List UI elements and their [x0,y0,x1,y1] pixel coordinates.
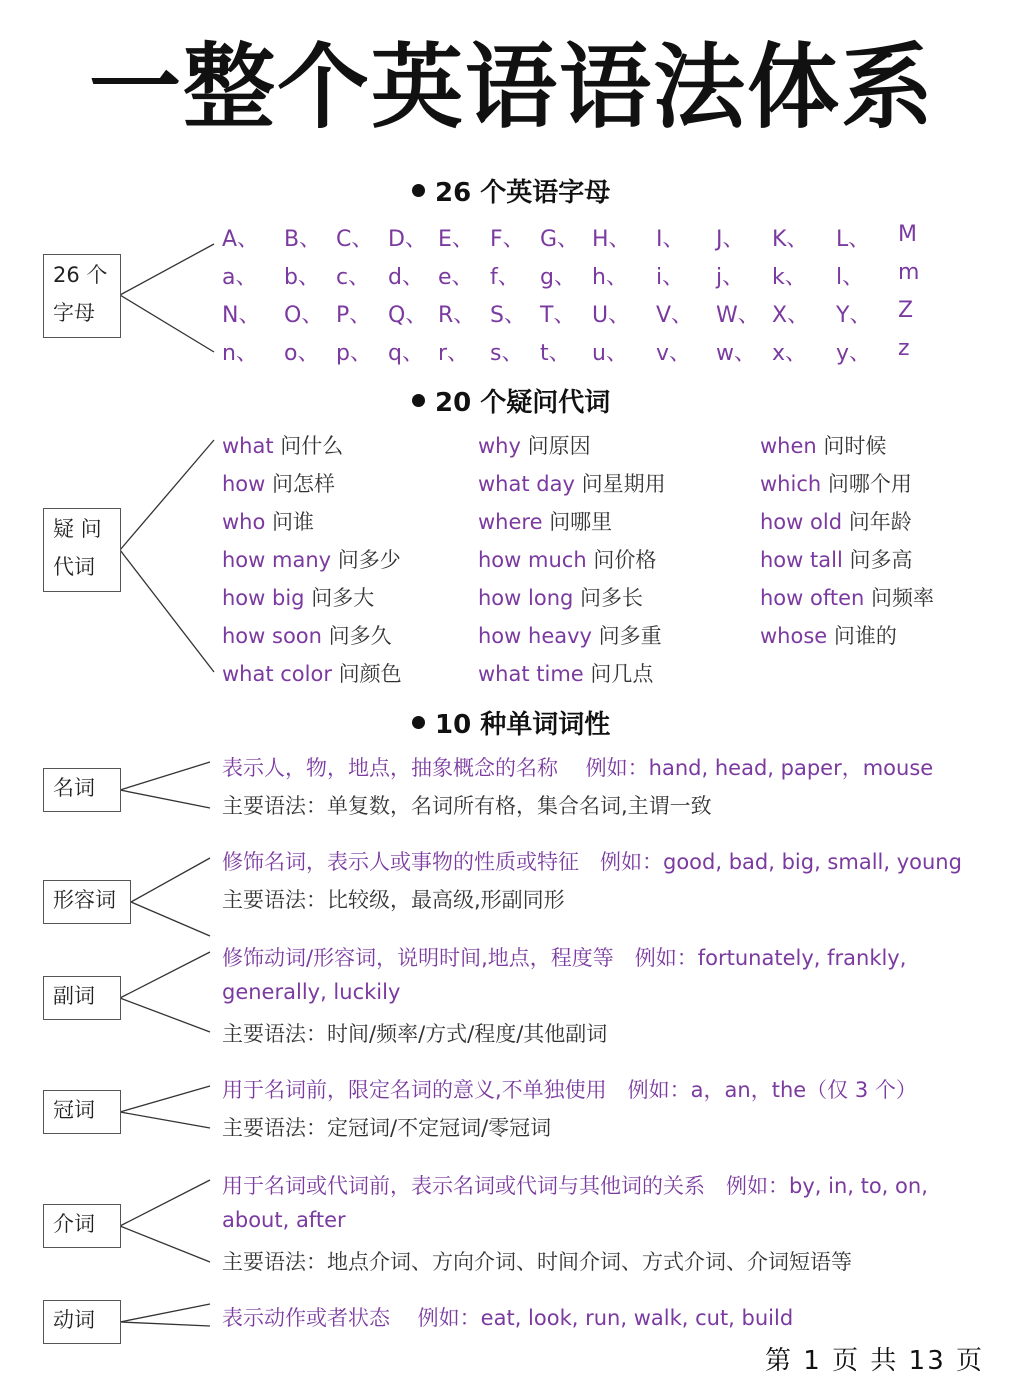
pos-label-box: 形容词 [43,880,131,924]
question-word-item [478,468,666,498]
pos-grammar-line: 主要语法：单复数，名词所有格，集合名词,主谓一致 [222,794,712,818]
question-meaning: 问几点 [590,662,654,686]
question-word-item [222,506,314,536]
letters-box [43,254,121,338]
letter-cell: B、 [284,227,322,252]
letter-cell: e、 [438,265,474,290]
question-meaning: 问哪里 [549,510,613,534]
question-word-item [222,468,335,498]
pos-definition-line: about, after [222,1208,346,1232]
bullet-icon [412,716,425,729]
question-meaning: 问星期用 [581,472,666,496]
question-meaning: 问谁的 [833,624,897,648]
question-meaning: 问谁 [272,510,315,534]
letter-cell: E、 [438,227,474,252]
question-meaning: 问频率 [871,586,935,610]
letter-cell: b、 [284,265,320,290]
question-meaning: 问多少 [337,548,401,572]
question-word-item [222,658,402,688]
question-word-item [478,620,662,650]
question-word-item [478,506,612,536]
question-meaning: 问多重 [598,624,662,648]
question-word: how often [760,586,865,610]
letter-cell: n、 [222,341,258,366]
section-heading-questions [412,382,610,419]
letter-cell: C、 [336,227,374,252]
letter-cell: l、 [836,265,865,290]
letter-cell: S、 [490,303,526,328]
question-meaning: 问时候 [823,434,887,458]
pos-definition-line: 用于名词前，限定名词的意义,不单独使用 例如：a，an，the（仅 3 个） [222,1078,917,1102]
question-word: how [222,472,266,496]
letter-cell: I、 [656,227,685,252]
letter-cell: g、 [540,265,576,290]
question-box-line1: 疑 问 [53,517,102,541]
pos-grammar-line: 主要语法：时间/频率/方式/程度/其他副词 [222,1022,608,1046]
letter-cell: V、 [656,303,694,328]
question-meaning: 问多长 [580,586,644,610]
section-heading-text: 10 种单词词性 [435,710,611,740]
letter-cell: t、 [540,341,571,366]
question-words-box [43,508,121,592]
question-word: when [760,434,817,458]
pos-definition-line: 表示动作或者状态 例如：eat, look, run, walk, cut, build [222,1306,794,1330]
letter-cell: J、 [716,227,745,252]
question-word: what [222,434,274,458]
letter-cell: h、 [592,265,628,290]
letter-cell: Q、 [388,303,428,328]
pos-grammar-line: 主要语法：定冠词/不定冠词/零冠词 [222,1116,552,1140]
letter-cell: Y、 [836,303,872,328]
letter-cell: f、 [490,265,520,290]
letter-cell: x、 [772,341,808,366]
section-heading-pos [412,704,610,741]
letter-cell: L、 [836,227,871,252]
question-word: what color [222,662,332,686]
letter-cell: X、 [772,303,810,328]
letter-cell: o、 [284,341,320,366]
letter-cell: N、 [222,303,261,328]
pos-definition-line: 修饰动词/形容词，说明时间,地点，程度等 例如：fortunately, frankly, [222,946,907,970]
letter-cell: D、 [388,227,427,252]
question-word: what day [478,472,575,496]
question-word-item [222,430,343,460]
question-word-item [760,620,897,650]
letter-cell: A、 [222,227,260,252]
question-meaning: 问多高 [849,548,913,572]
question-meaning: 问哪个用 [827,472,912,496]
section-heading-letters [412,172,610,209]
question-word: where [478,510,543,534]
letter-cell: U、 [592,303,631,328]
letter-cell: W、 [716,303,760,328]
letter-cell: q、 [388,341,424,366]
question-word-item [478,544,656,574]
letters-box-line1: 26 个 [53,263,108,287]
letter-cell: z [898,336,910,361]
section-heading-text: 20 个疑问代词 [435,388,611,418]
letter-cell: i、 [656,265,685,290]
letter-cell: w、 [716,341,756,366]
pos-label-box: 冠词 [43,1090,121,1134]
question-word-item [222,620,392,650]
question-word: how long [478,586,574,610]
question-word-item [760,544,912,574]
pos-grammar-line: 主要语法：比较级，最高级,形副同形 [222,888,565,912]
letter-cell: p、 [336,341,372,366]
pos-label-box: 名词 [43,768,121,812]
letter-cell: y、 [836,341,872,366]
question-word: how old [760,510,843,534]
question-meaning: 问原因 [527,434,591,458]
letter-cell: j、 [716,265,745,290]
question-word-item [222,582,374,612]
question-word-item [478,430,591,460]
question-word-item [478,582,643,612]
letter-cell: H、 [592,227,631,252]
question-word: who [222,510,266,534]
letters-box-line2: 字母 [53,301,95,325]
pos-definition-line: 修饰名词，表示人或事物的性质或特征 例如：good, bad, big, small, young [222,850,962,874]
question-word: what time [478,662,584,686]
question-word: which [760,472,822,496]
bullet-icon [412,394,425,407]
pos-definition-line: generally, luckily [222,980,401,1004]
letter-cell: a、 [222,265,258,290]
question-meaning: 问多大 [311,586,375,610]
letter-cell: k、 [772,265,807,290]
letter-cell: R、 [438,303,476,328]
question-word: how big [222,586,305,610]
letter-cell: P、 [336,303,372,328]
pos-definition-line: 表示人，物，地点，抽象概念的名称 例如：hand, head, paper，mouse [222,756,934,780]
letter-cell: s、 [490,341,524,366]
letter-cell: Z [898,298,914,323]
question-word-item [760,506,912,536]
question-word: why [478,434,521,458]
question-meaning: 问多久 [328,624,392,648]
question-word-item [760,430,886,460]
question-meaning: 问怎样 [272,472,336,496]
letter-cell: T、 [540,303,576,328]
question-word: how many [222,548,332,572]
question-word: how soon [222,624,322,648]
letter-cell: u、 [592,341,628,366]
section-heading-text: 26 个英语字母 [435,178,611,208]
question-meaning: 问年龄 [848,510,912,534]
page-title: 一整个英语语法体系 [88,34,935,141]
letter-cell: F、 [490,227,525,252]
letter-cell: c、 [336,265,371,290]
question-word-item [222,544,401,574]
pos-definition-line: 用于名词或代词前，表示名词或代词与其他词的关系 例如：by, in, to, on, [222,1174,928,1198]
letter-cell: r、 [438,341,470,366]
pos-label-box: 副词 [43,976,121,1020]
letter-cell: O、 [284,303,324,328]
question-meaning: 问价格 [593,548,657,572]
question-word-item [760,582,934,612]
letter-cell: K、 [772,227,809,252]
question-word: how heavy [478,624,592,648]
question-word: how tall [760,548,843,572]
letter-cell: d、 [388,265,424,290]
bullet-icon [412,184,425,197]
letter-cell: m [898,260,920,285]
pos-grammar-line: 主要语法：地点介词、方向介词、时间介词、方式介词、介词短语等 [222,1250,852,1274]
question-word: how much [478,548,587,572]
pos-label-box: 动词 [43,1300,121,1344]
question-meaning: 问颜色 [338,662,402,686]
page-number: 第 1 页 共 13 页 [765,1346,984,1376]
letter-cell: v、 [656,341,692,366]
question-box-line2: 代词 [53,555,95,579]
pos-label-box: 介词 [43,1204,121,1248]
question-word-item [760,468,912,498]
letter-cell: M [898,222,917,247]
question-word-item [478,658,653,688]
question-meaning: 问什么 [280,434,344,458]
letter-cell: G、 [540,227,580,252]
question-word: whose [760,624,828,648]
